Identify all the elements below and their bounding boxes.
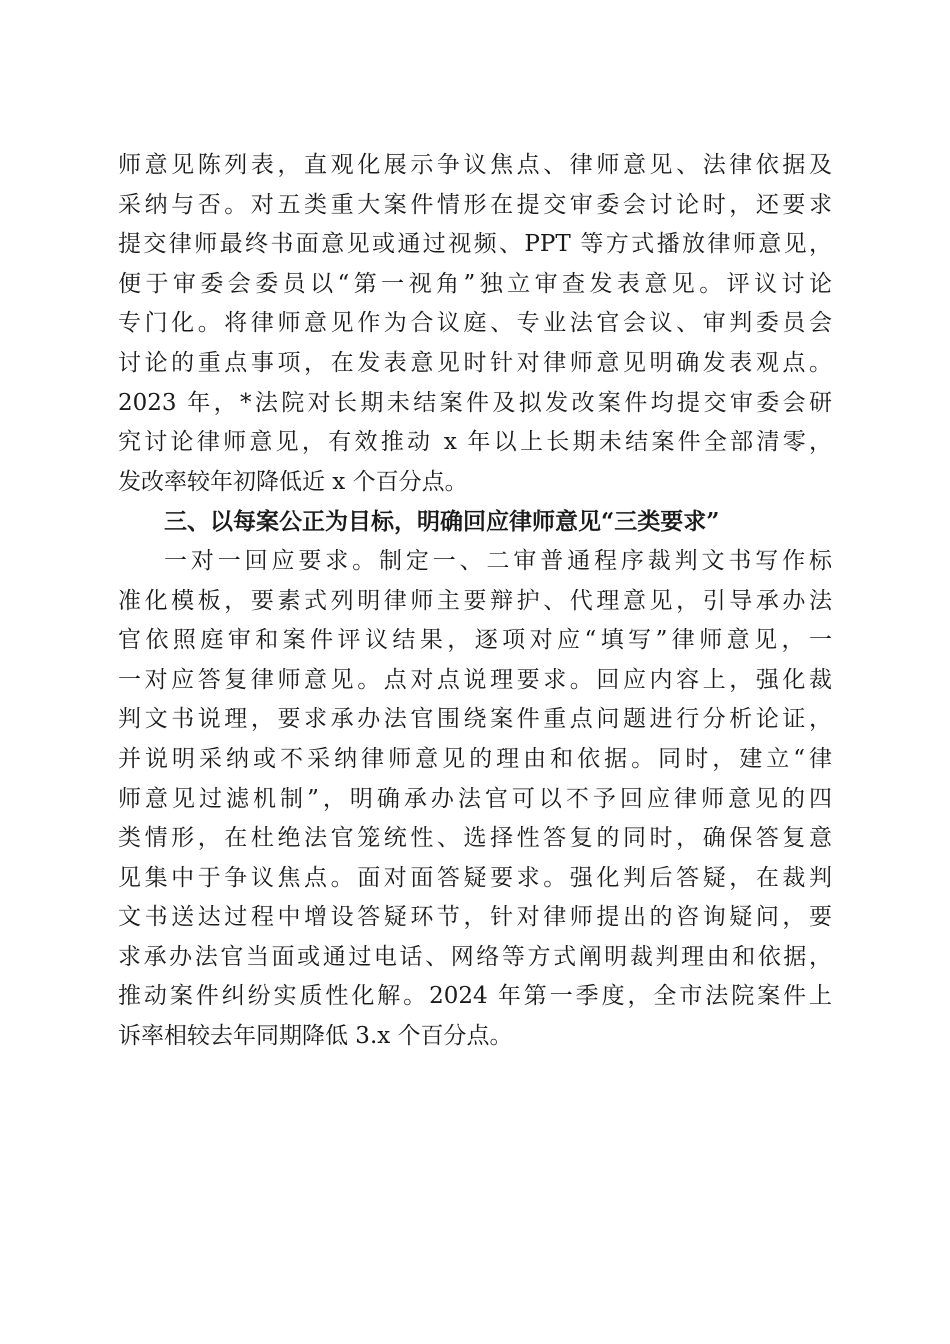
paragraph-2-line: 准化模板，要素式列明律师主要辩护、代理意见，引导承办法: [118, 587, 832, 614]
paragraph-2-last-line: 诉率相较去年同期降低 3.x 个百分点。: [118, 1023, 513, 1050]
paragraph-1-line: 专门化。将律师意见作为合议庭、专业法官会议、审判委员会: [118, 310, 832, 337]
paragraph-1-line: 师意见陈列表，直观化展示争议焦点、律师意见、法律依据及: [118, 152, 832, 178]
paragraph-2-line: 判文书说理，要求承办法官围绕案件重点问题进行分析论证，: [118, 706, 832, 733]
document-body: [118, 146, 832, 1057]
paragraph-2-line: 文书送达过程中增设答疑环节，针对律师提出的咨询疑问，要: [118, 904, 832, 931]
paragraph-1-line: 2023 年，*法院对长期未结案件及拟发改案件均提交审委会研: [118, 389, 832, 416]
paragraph-2-first-line: 一对一回应要求。制定一、二审普通程序裁判文书写作标: [164, 547, 832, 574]
paragraph-1-line: 便于审委会委员以“第一视角”独立审查发表意见。评议讨论: [118, 270, 832, 297]
section-heading: 三、以每案公正为目标，明确回应律师意见“三类要求”: [164, 508, 720, 536]
paragraph-2-line: 求承办法官当面或通过电话、网络等方式阐明裁判理由和依据，: [118, 943, 832, 970]
paragraph-2-line: 官依照庭审和案件评议结果，逐项对应“填写”律师意见，一: [118, 627, 832, 654]
paragraph-1-line: 采纳与否。对五类重大案件情形在提交审委会讨论时，还要求: [118, 191, 832, 218]
paragraph-1-line: 提交律师最终书面意见或通过视频、PPT 等方式播放律师意见，: [118, 231, 832, 258]
paragraph-1-last-line: 发改率较年初降低近 x 个百分点。: [118, 468, 468, 495]
paragraph-1-line: 讨论的重点事项，在发表意见时针对律师意见明确发表观点。: [118, 349, 832, 376]
paragraph-2-line: 师意见过滤机制”，明确承办法官可以不予回应律师意见的四: [118, 785, 832, 812]
paragraph-2-line: 并说明采纳或不采纳律师意见的理由和依据。同时，建立“律: [118, 745, 832, 772]
paragraph-1-line: 究讨论律师意见，有效推动 x 年以上长期未结案件全部清零，: [118, 429, 832, 456]
paragraph-2-line: 推动案件纠纷实质性化解。2024 年第一季度，全市法院案件上: [118, 983, 832, 1010]
paragraph-2-line: 一对应答复律师意见。点对点说理要求。回应内容上，强化裁: [118, 666, 832, 693]
paragraph-2-line: 类情形，在杜绝法官笼统性、选择性答复的同时，确保答复意: [118, 825, 832, 852]
paragraph-2-line: 见集中于争议焦点。面对面答疑要求。强化判后答疑，在裁判: [118, 864, 832, 891]
